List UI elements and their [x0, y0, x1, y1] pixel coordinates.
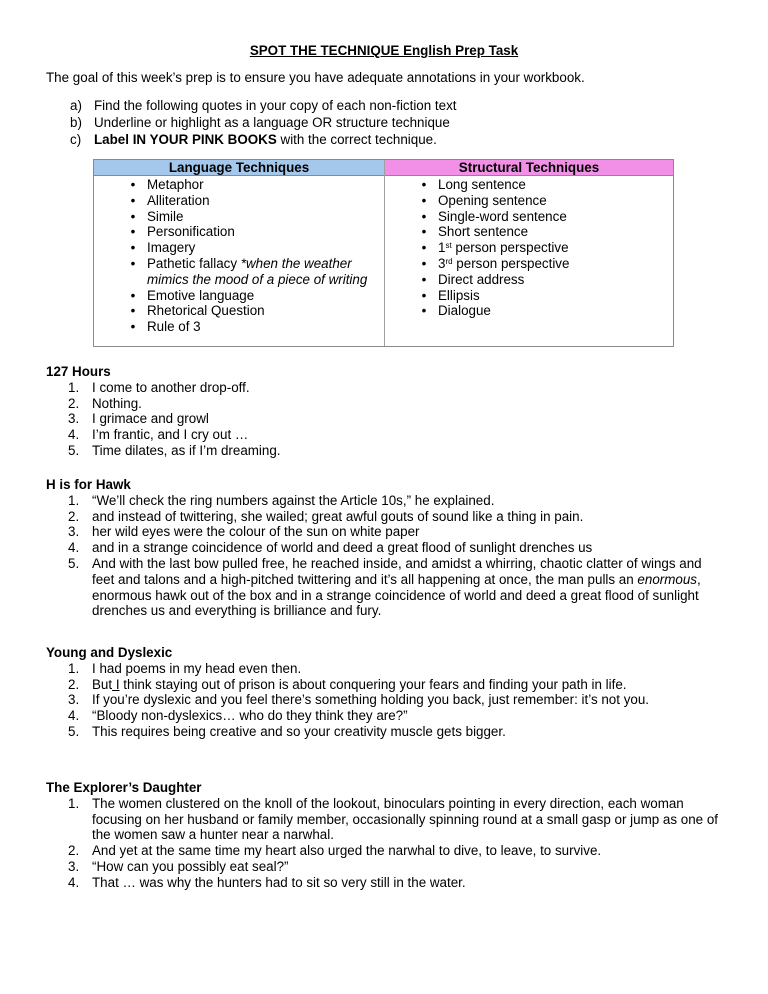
- bullet-icon: •: [421, 287, 427, 303]
- quote-text: Nothing.: [92, 395, 142, 411]
- technique-item: [385, 256, 673, 272]
- quote-item: [46, 540, 726, 556]
- step-a: [70, 97, 457, 114]
- technique-note: *when the weather mimics the mood of a piece of writing: [147, 255, 368, 287]
- quote-number: 4.: [68, 874, 80, 890]
- technique-label: Metaphor: [147, 177, 204, 192]
- quote-text: Time dilates, as if I’m dreaming.: [92, 442, 281, 458]
- quote-number: 4.: [68, 708, 80, 724]
- technique-label: Rhetorical Question: [147, 303, 265, 319]
- technique-item: [94, 177, 384, 193]
- quote-item: [46, 411, 726, 427]
- quote-text: I had poems in my head even then.: [92, 660, 302, 676]
- quote-text: That … was why the hunters had to sit so very still in the water.: [92, 874, 466, 890]
- language-techniques-column: [94, 160, 385, 346]
- technique-item: [385, 240, 673, 256]
- technique-item: [94, 240, 384, 256]
- document-title: SPOT THE TECHNIQUE English Prep Task: [249, 43, 519, 58]
- quote-number: 5.: [68, 723, 80, 739]
- text-section-explorers-daughter: [46, 780, 726, 891]
- quote-number: 1.: [68, 379, 80, 395]
- italic-emphasis: enormous: [637, 571, 697, 587]
- text-section-h-is-for-hawk: [46, 477, 726, 619]
- technique-label: Pathetic fallacy *when the weather mimics the mood of a piece of writing: [147, 255, 368, 287]
- technique-label: Short sentence: [438, 224, 529, 240]
- quote-text: “We’ll check the ring numbers against the Article 10s,” he explained.: [92, 492, 495, 508]
- quote-number: 1.: [68, 795, 80, 811]
- quote-item: [46, 524, 726, 540]
- quote-text: This requires being creative and so your creativity muscle gets bigger.: [92, 723, 506, 739]
- quote-item: [46, 396, 726, 412]
- bullet-icon: •: [130, 177, 136, 192]
- technique-label: Direct address: [438, 271, 525, 287]
- technique-item: [94, 319, 384, 335]
- quote-list: [46, 380, 726, 459]
- quote-item: [46, 556, 726, 619]
- quote-item: [46, 708, 726, 724]
- quote-item: [46, 427, 726, 443]
- text-section-young-and-dyslexic: [46, 645, 726, 740]
- step-marker: b): [70, 115, 82, 130]
- quote-item: [46, 796, 726, 843]
- step-c: [70, 131, 457, 148]
- text-section-127-hours: [46, 364, 726, 459]
- quote-list: [46, 796, 726, 891]
- structural-techniques-header: Structural Techniques: [385, 160, 673, 176]
- technique-item: [94, 224, 384, 240]
- technique-label: Long sentence: [438, 177, 526, 192]
- section-heading: The Explorer’s Daughter: [46, 780, 202, 795]
- structural-techniques-column: [385, 160, 673, 346]
- bullet-icon: •: [421, 240, 427, 256]
- language-techniques-header: Language Techniques: [94, 160, 384, 176]
- quote-item: [46, 677, 726, 693]
- step-text: Underline or highlight as a language OR structure technique: [94, 115, 450, 130]
- quote-item: [46, 875, 726, 891]
- technique-label: Simile: [147, 208, 184, 224]
- technique-label: 1st person perspective: [438, 240, 569, 256]
- step-b: [70, 114, 457, 131]
- techniques-table: [93, 159, 674, 347]
- section-heading: 127 Hours: [46, 364, 111, 379]
- technique-label: Opening sentence: [438, 192, 547, 208]
- bullet-icon: •: [421, 177, 427, 192]
- bullet-icon: •: [421, 224, 427, 240]
- quote-item: [46, 443, 726, 459]
- bullet-icon: •: [130, 255, 136, 271]
- bullet-icon: •: [130, 240, 136, 256]
- quote-number: 4.: [68, 540, 80, 556]
- technique-item: [385, 209, 673, 225]
- bullet-icon: •: [130, 319, 136, 335]
- technique-item: [94, 256, 384, 288]
- technique-item: [94, 303, 384, 319]
- technique-label: Imagery: [147, 240, 196, 256]
- bullet-icon: •: [130, 287, 136, 303]
- technique-label: Dialogue: [438, 303, 491, 319]
- quote-text: The women clustered on the knoll of the lookout, binoculars pointing in every direction, each woman focusing on her husband or family member, occasionally spinning round at a small gasp or jump as one of the women saw a hunter near a narwhal.: [92, 795, 718, 843]
- quote-number: 4.: [68, 427, 80, 443]
- quote-text: and in a strange coincidence of world and deed a great flood of sunlight drenches us: [92, 540, 593, 556]
- ordinal-suffix: st: [445, 241, 452, 251]
- bullet-icon: •: [130, 208, 136, 224]
- quote-item: [46, 661, 726, 677]
- quote-item: [46, 380, 726, 396]
- quote-number: 2.: [68, 508, 80, 524]
- technique-label: Alliteration: [147, 192, 210, 208]
- quote-text: And with the last bow pulled free, he reached inside, and amidst a whirring, chaotic clatter of wings and feet and talons and a high-pitched twittering and it’s all happening at once, the man pulls an enormous, enormous hawk out of the box and in a strange coincidence of world and deed a great flood of sunlight drenches us and everything is brilliance and fury.: [92, 555, 702, 619]
- quote-number: 1.: [68, 492, 80, 508]
- technique-item: [94, 288, 384, 304]
- technique-label: 3rd person perspective: [438, 255, 570, 271]
- quote-item: [46, 509, 726, 525]
- technique-item: [94, 193, 384, 209]
- quote-number: 5.: [68, 555, 80, 571]
- quote-text: “Bloody non-dyslexics… who do they think they are?”: [92, 708, 408, 724]
- section-heading: H is for Hawk: [46, 477, 131, 492]
- ordinal-suffix: rd: [445, 256, 453, 266]
- bullet-icon: •: [421, 271, 427, 287]
- quote-item: [46, 692, 726, 708]
- quote-number: 2.: [68, 395, 80, 411]
- quote-text: But I think staying out of prison is about conquering your fears and finding your path in life.: [92, 676, 627, 692]
- technique-item: [385, 272, 673, 288]
- quote-item: [46, 843, 726, 859]
- step-marker: c): [70, 132, 82, 147]
- quote-number: 1.: [68, 660, 80, 676]
- section-heading: Young and Dyslexic: [46, 645, 173, 660]
- quote-text: And yet at the same time my heart also urged the narwhal to dive, to leave, to survive.: [92, 843, 602, 859]
- technique-item: [385, 288, 673, 304]
- technique-label: Ellipsis: [438, 287, 480, 303]
- bullet-icon: •: [421, 208, 427, 224]
- quote-number: 3.: [68, 858, 80, 874]
- bullet-icon: •: [421, 255, 427, 271]
- technique-label: Single-word sentence: [438, 208, 567, 224]
- quote-text: her wild eyes were the colour of the sun on white paper: [92, 524, 420, 540]
- step-text: with the correct technique.: [276, 132, 437, 147]
- bullet-icon: •: [421, 303, 427, 319]
- bullet-icon: •: [130, 303, 136, 319]
- quote-text: I come to another drop-off.: [92, 379, 250, 395]
- quote-text: I grimace and growl: [92, 411, 209, 427]
- quote-number: 3.: [68, 524, 80, 540]
- technique-item: [385, 303, 673, 319]
- technique-item: [385, 177, 673, 193]
- quote-number: 3.: [68, 692, 80, 708]
- quote-text: If you’re dyslexic and you feel there’s something holding you back, just remember: it’s not you.: [92, 692, 649, 708]
- technique-item: [385, 224, 673, 240]
- structural-techniques-list: [385, 176, 673, 319]
- step-text: Find the following quotes in your copy of each non-fiction text: [94, 98, 457, 113]
- quote-number: 5.: [68, 442, 80, 458]
- quote-number: 2.: [68, 676, 80, 692]
- underlined-word: I: [112, 676, 120, 692]
- technique-label: Rule of 3: [147, 319, 201, 335]
- quote-list: [46, 661, 726, 740]
- language-techniques-list: [94, 176, 384, 335]
- step-bold-text: Label IN YOUR PINK BOOKS: [94, 132, 277, 147]
- bullet-icon: •: [421, 192, 427, 208]
- quote-item: [46, 859, 726, 875]
- intro-paragraph: The goal of this week’s prep is to ensure you have adequate annotations in your workbook.: [46, 70, 585, 85]
- technique-label: Emotive language: [147, 287, 255, 303]
- quote-text: I’m frantic, and I cry out …: [92, 427, 249, 443]
- step-marker: a): [70, 98, 82, 113]
- technique-item: [94, 209, 384, 225]
- quote-list: [46, 493, 726, 619]
- technique-label: Personification: [147, 224, 235, 240]
- technique-item: [385, 193, 673, 209]
- bullet-icon: •: [130, 224, 136, 240]
- quote-text: and instead of twittering, she wailed; great awful gouts of sound like a thing in pain.: [92, 508, 584, 524]
- quote-text: “How can you possibly eat seal?”: [92, 858, 289, 874]
- instruction-steps: [70, 97, 457, 148]
- quote-number: 2.: [68, 843, 80, 859]
- quote-item: [46, 493, 726, 509]
- bullet-icon: •: [130, 192, 136, 208]
- quote-number: 3.: [68, 411, 80, 427]
- quote-item: [46, 724, 726, 740]
